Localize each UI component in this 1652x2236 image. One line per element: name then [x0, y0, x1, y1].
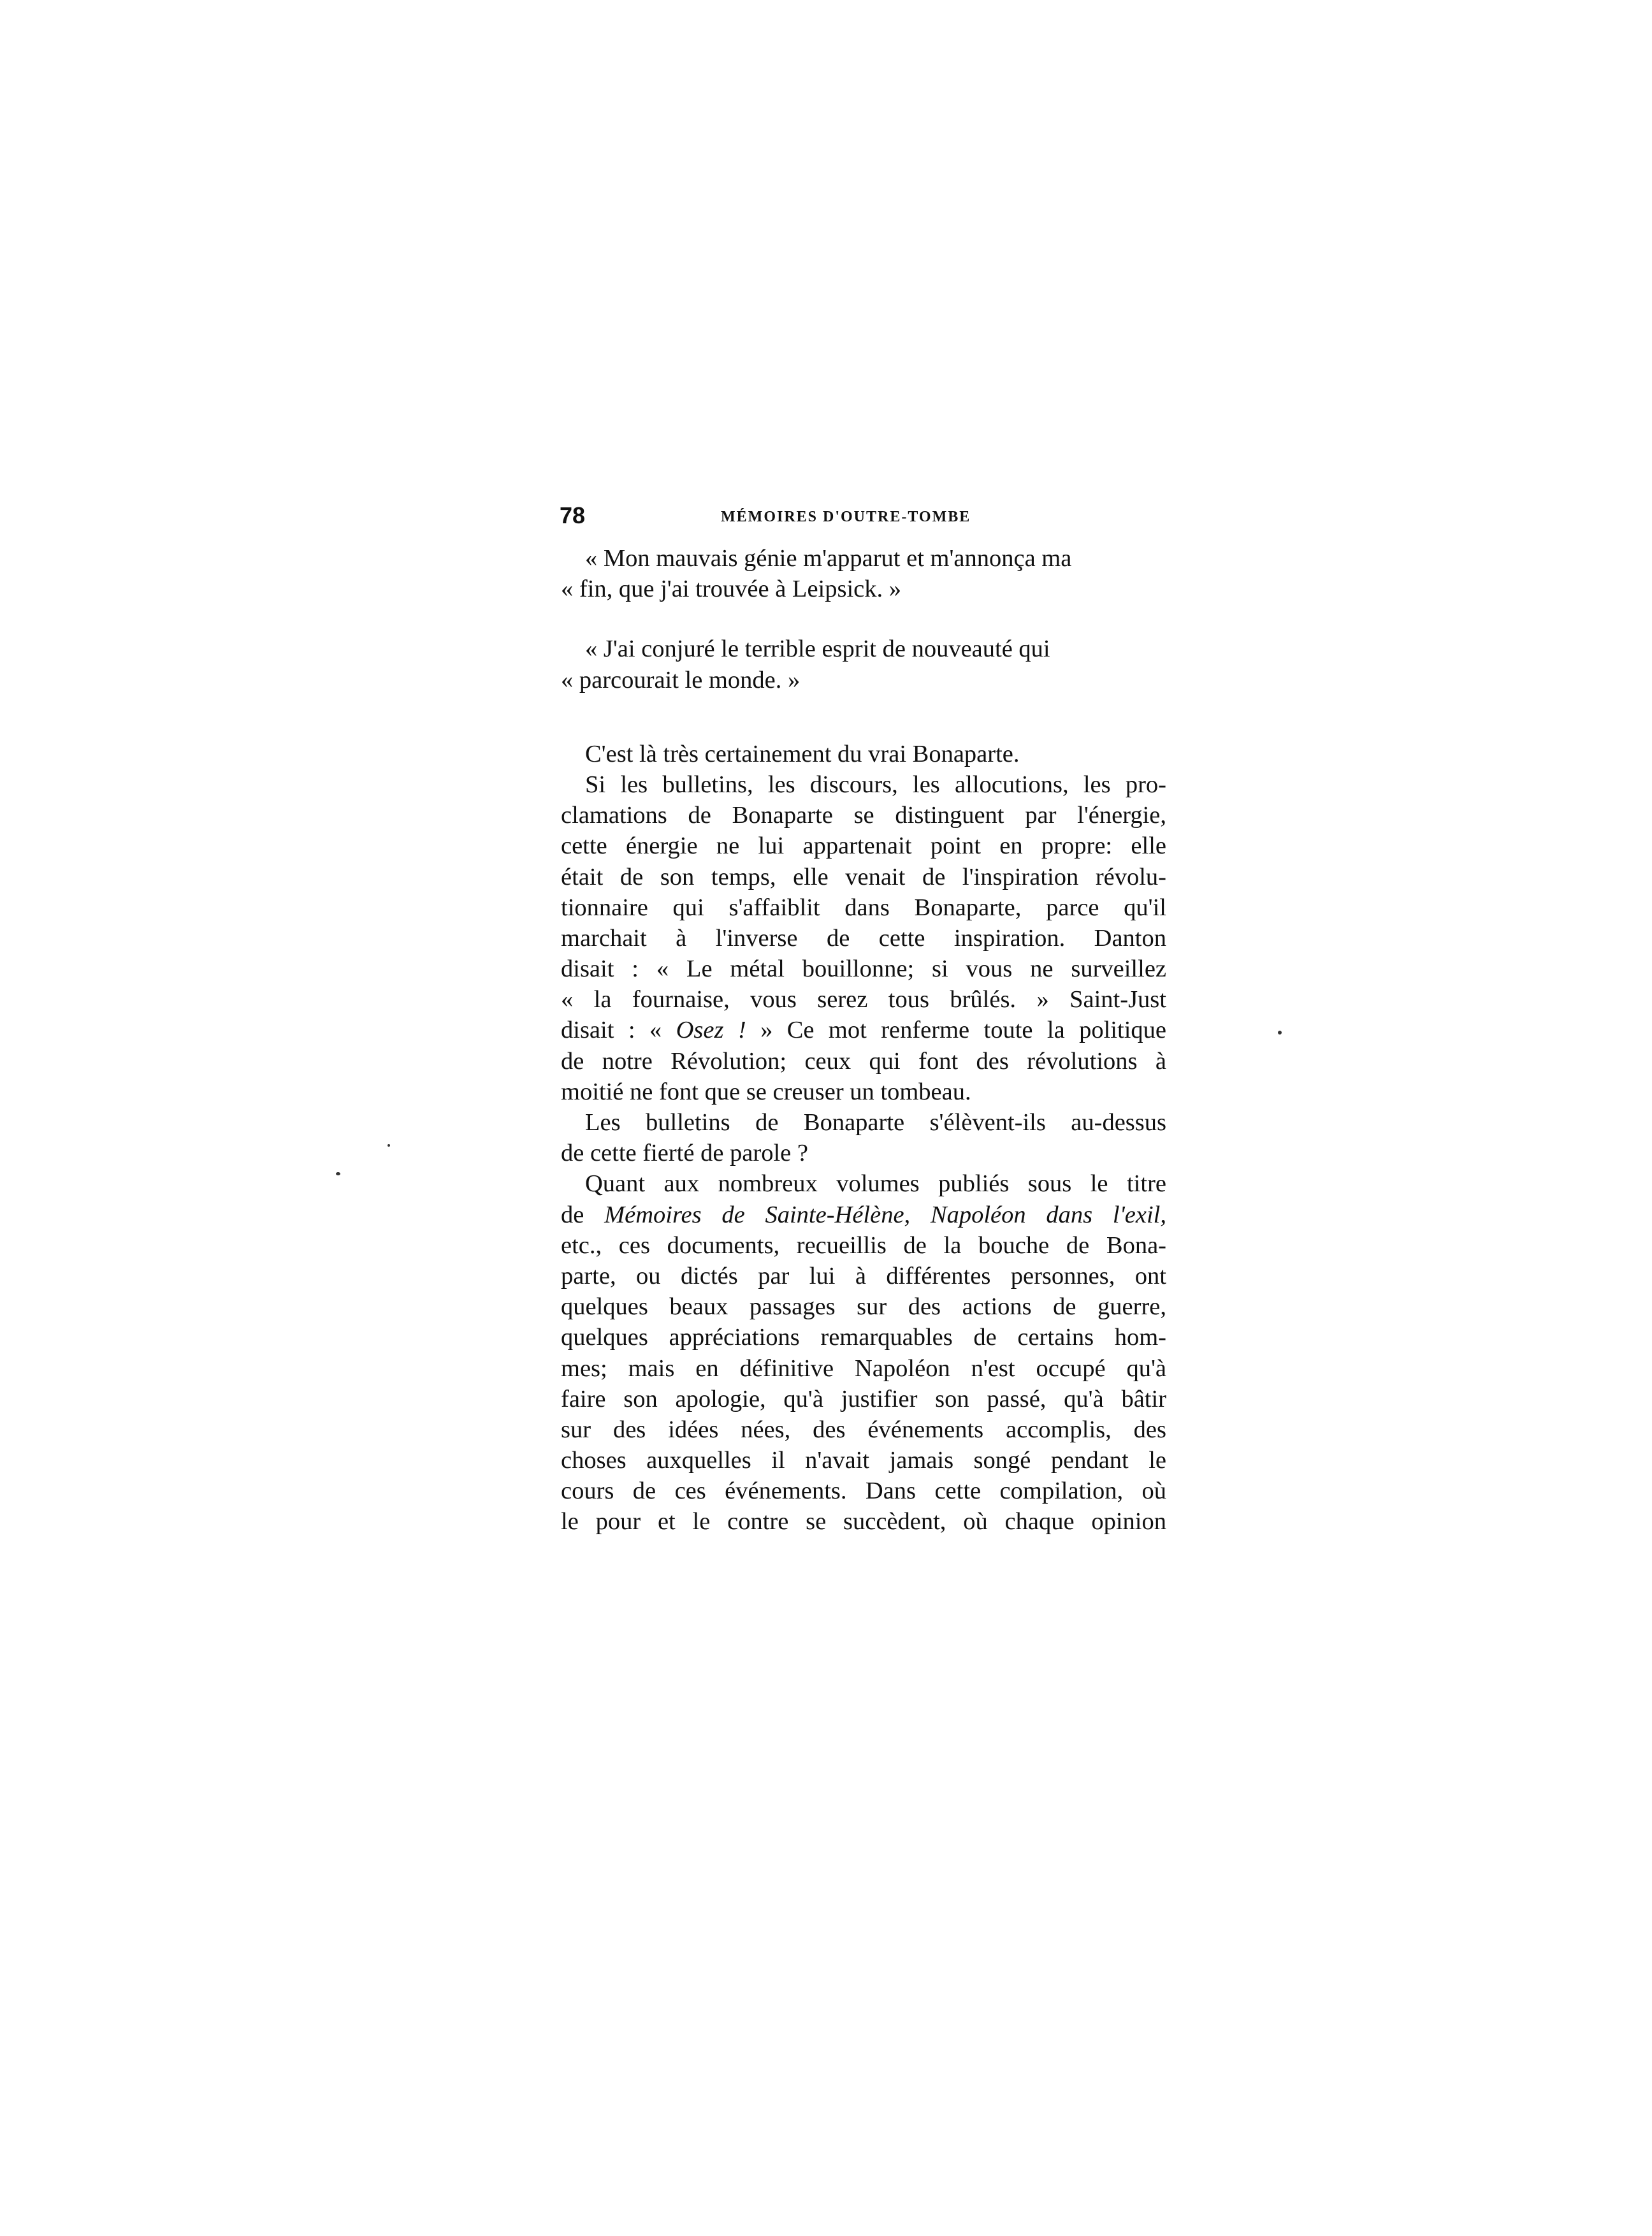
text-line: « parcourait le monde. »	[561, 666, 801, 693]
scan-speck	[1278, 1031, 1282, 1035]
text-line: C'est là très certainement du vrai Bonaparte.	[585, 740, 1020, 767]
text-line: « la fournaise, vous serez tous brûlés. » Saint-Just	[561, 986, 1166, 1013]
scan-speck	[388, 1144, 390, 1147]
text-line: « fin, que j'ai trouvée à Leipsick. »	[561, 576, 901, 603]
paragraph-4	[561, 1168, 1166, 1537]
text-line: « Mon mauvais génie m'apparut et m'annonça ma	[585, 545, 1072, 572]
text-line: etc., ces documents, recueillis de la bouche de Bona-	[561, 1231, 1166, 1259]
paragraph-3	[561, 1107, 1166, 1168]
text-line: de notre Révolution; ceux qui font des révolutions à	[561, 1047, 1166, 1075]
text-line: quelques appréciations remarquables de certains hom-	[561, 1324, 1166, 1351]
scan-speck	[336, 1172, 340, 1175]
italic-text: Osez !	[676, 1017, 746, 1044]
text-line: quelques beaux passages sur des actions de guerre,	[561, 1293, 1166, 1321]
text-line: mes; mais en définitive Napoléon n'est occupé qu'à	[561, 1354, 1166, 1382]
text-line: le pour et le contre se succèdent, où chaque opinion	[561, 1508, 1166, 1535]
text-line: de cette fierté de parole ?	[561, 1140, 808, 1167]
running-title: MÉMOIRES D'OUTRE-TOMBE	[721, 509, 971, 525]
paragraph-1	[561, 739, 1166, 769]
body-text	[561, 543, 1166, 1537]
page-number: 78	[560, 502, 586, 528]
text-line: clamations de Bonaparte se distinguent par l'énergie,	[561, 802, 1166, 829]
text-line: cours de ces événements. Dans cette compilation, où	[561, 1477, 1166, 1505]
text-line: « J'ai conjuré le terrible esprit de nouveauté qui	[585, 635, 1050, 663]
text-line: moitié ne font que se creuser un tombeau.	[561, 1078, 971, 1105]
text-line: Les bulletins de Bonaparte s'élèvent-ils au-dessus	[585, 1109, 1166, 1136]
quotation-1	[561, 543, 1166, 604]
page-header	[560, 500, 1165, 532]
text-line: faire son apologie, qu'à justifier son passé, qu'à bâtir	[561, 1385, 1166, 1412]
text-line: tionnaire qui s'affaiblit dans Bonaparte, parce qu'il	[561, 894, 1166, 921]
text-run: disait : «	[561, 1017, 676, 1044]
text-run: » Ce mot renferme toute la politique	[746, 1017, 1166, 1044]
paragraph-2	[561, 769, 1166, 1107]
text-line: cette énergie ne lui appartenait point en propre: elle	[561, 832, 1166, 860]
text-line-mixed	[561, 1200, 1166, 1230]
italic-text: Mémoires de Sainte-Hélène, Napoléon dans l'exil,	[604, 1201, 1166, 1228]
text-line: disait : « Le métal bouillonne; si vous ne surveillez	[561, 955, 1166, 983]
text-line-mixed	[561, 1015, 1166, 1045]
text-line: parte, ou dictés par lui à différentes personnes, ont	[561, 1262, 1166, 1289]
text-line: Quant aux nombreux volumes publiés sous le titre	[585, 1170, 1166, 1198]
text-line: marchait à l'inverse de cette inspiration. Danton	[561, 924, 1166, 952]
text-line: sur des idées nées, des événements accomplis, des	[561, 1416, 1166, 1443]
spacer	[561, 695, 1166, 739]
text-line: choses auxquelles il n'avait jamais songé pendant le	[561, 1447, 1166, 1474]
text-line: Si les bulletins, les discours, les allocutions, les pro-	[585, 771, 1166, 798]
text-run: de	[561, 1201, 605, 1228]
quotation-2	[561, 634, 1166, 695]
spacer	[561, 604, 1166, 634]
text-line: était de son temps, elle venait de l'inspiration révolu-	[561, 863, 1166, 890]
